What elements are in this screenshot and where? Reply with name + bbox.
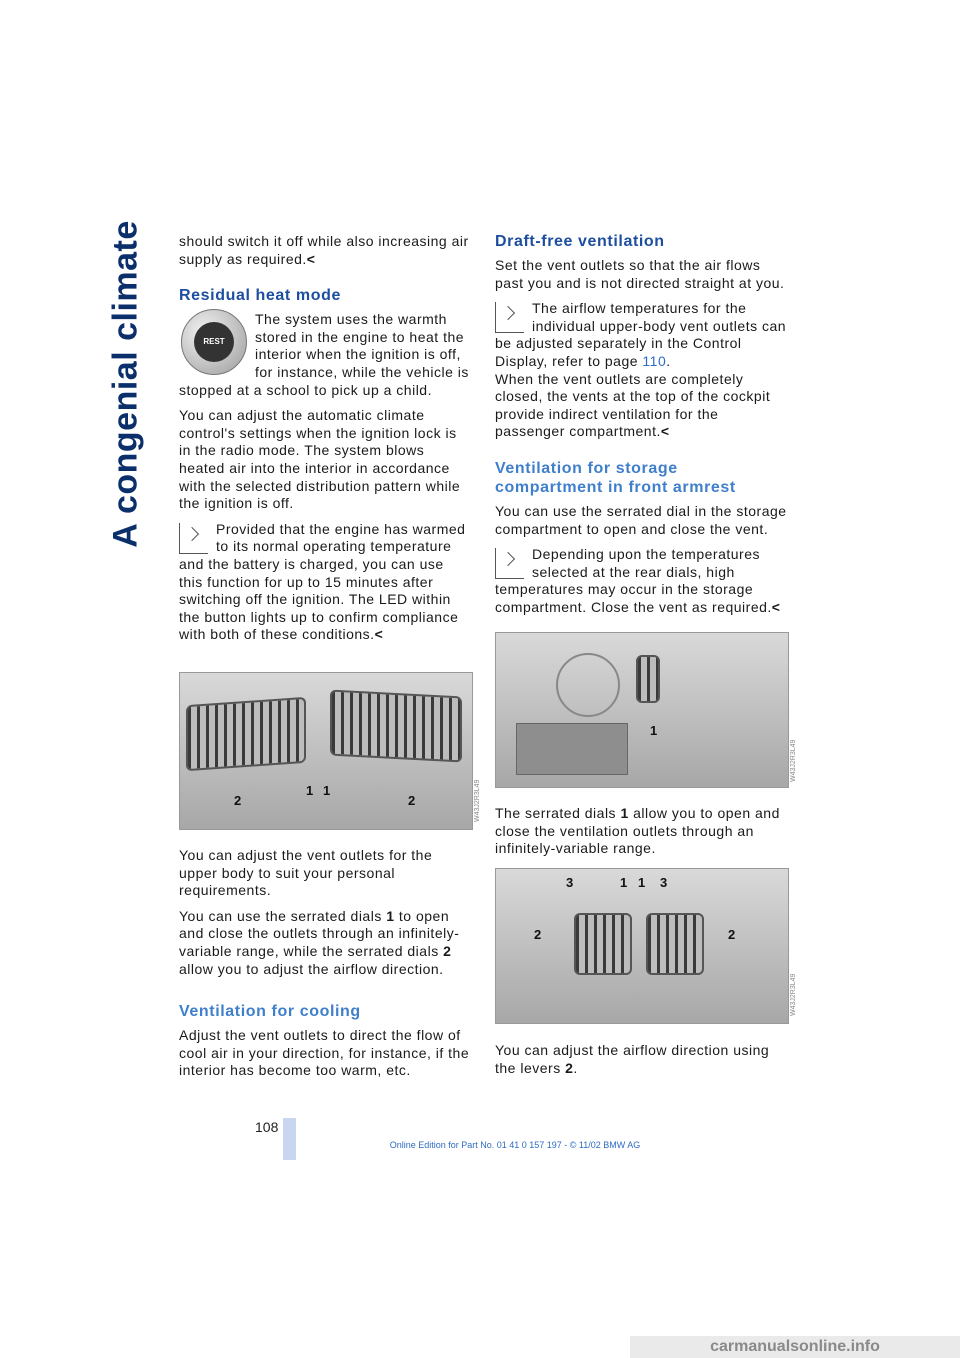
draft-note: The airflow temperatures for the individual upper-body vent outlets can be adjusted separately in the Control Display, refer to page 110. xyxy=(495,300,787,369)
note-icon xyxy=(495,302,524,333)
left-column xyxy=(179,233,471,695)
draft-p1: Set the vent outlets so that the air flows past you and is not directed straight at you. xyxy=(495,257,785,291)
rear-ventilation-photo-1 xyxy=(495,632,789,788)
rear-p1: The serrated dials 1 allow you to open and close the ventilation outlets through an infinitely-variable range. xyxy=(495,805,780,857)
b-pillar-vent xyxy=(636,655,660,703)
callout-1-left: 1 xyxy=(306,783,314,798)
cooling-p1: Adjust the vent outlets to direct the flow of cool air in your direction, for instance, if the interior has become too warm, etc. xyxy=(179,1027,470,1079)
residual-heat-heading: Residual heat mode xyxy=(179,287,341,305)
right-column xyxy=(495,232,787,656)
page-link[interactable]: 110 xyxy=(642,352,667,369)
right-vent xyxy=(330,690,462,763)
rear-photo1-code: W43J2R3L49 xyxy=(790,739,797,782)
rear-ventilation-photo-2 xyxy=(495,868,789,1024)
front-photo-code: W43J2R3L49 xyxy=(474,779,481,822)
callout-2-right: 2 xyxy=(408,793,416,808)
rest-button-image xyxy=(181,309,247,375)
front-p1: You can adjust the vent outlets for the upper body to suit your personal requirements. xyxy=(179,847,433,899)
rear-vent-left xyxy=(574,913,632,975)
callout-2-right: 2 xyxy=(728,927,736,942)
intro-paragraph: should switch it off while also increasing air supply as required.< xyxy=(179,233,469,267)
rear-p2: You can adjust the airflow direction using the levers 2. xyxy=(495,1042,770,1076)
residual-p2: You can adjust the automatic climate control's settings when the ignition lock is in the radio mode. The system blows heated air into the interior in accordance with the selected distribution pattern while the ignition is off. xyxy=(179,407,461,512)
front-ventilation-photo xyxy=(179,672,473,830)
rear-photo2-code: W43J2R3L49 xyxy=(790,973,797,1016)
callout-1-right: 1 xyxy=(323,783,331,798)
rear-vent-right xyxy=(646,913,704,975)
callout-1-left: 1 xyxy=(620,875,628,890)
chapter-title: A congenial climate xyxy=(106,220,145,548)
callout-2-left: 2 xyxy=(234,793,242,808)
storage-p1: You can use the serrated dial in the storage compartment to open and close the vent. xyxy=(495,502,787,537)
storage-heading: Ventilation for storage compartment in front armrest xyxy=(495,459,736,496)
front-p2: You can use the serrated dials 1 to open and close the outlets through an infinitely-variable range, while the serrated dials 2 allow you to adjust the airflow direction. xyxy=(179,907,460,977)
residual-p1: The system uses the warmth stored in the engine to heat the interior when the ignition is off, for instance, while the vehicle is stopped at a school to pick up a child. xyxy=(179,311,469,398)
callout-3-left: 3 xyxy=(566,875,574,890)
page-bar xyxy=(283,1118,296,1160)
storage-note: Depending upon the temperatures selected at the rear dials, high temperatures may occur in the storage compartment. Close the vent as required.< xyxy=(495,546,781,615)
rear-text-2 xyxy=(495,1042,787,1085)
rest-label: REST xyxy=(194,322,234,362)
draft-p2: When the vent outlets are completely closed, the vents at the top of the cockpit provide indirect ventilation for the passenger compartment.< xyxy=(495,370,771,440)
cooling-heading: Ventilation for cooling xyxy=(179,1003,361,1021)
door-panel xyxy=(516,723,628,775)
watermark: carmanualsonline.info xyxy=(630,1336,960,1358)
rear-text-1 xyxy=(495,805,787,866)
speaker-grille xyxy=(556,653,620,717)
left-column-lower xyxy=(179,847,471,1088)
note-icon xyxy=(495,548,524,579)
page-number: 108 xyxy=(255,1119,279,1135)
callout-1: 1 xyxy=(650,723,658,738)
footer-text: Online Edition for Part No. 01 41 0 157 197 - © 11/02 BMW AG xyxy=(389,1140,641,1150)
draft-free-heading: Draft-free ventilation xyxy=(495,233,665,250)
callout-1-right: 1 xyxy=(638,875,646,890)
residual-note: Provided that the engine has warmed to its normal operating temperature and the battery is charged, you can use this function for up to 15 minutes after switching off the ignition. The LED within the button lights up to confirm compliance with both of these conditions.< xyxy=(179,520,466,643)
callout-3-right: 3 xyxy=(660,875,668,890)
note-icon xyxy=(179,523,208,554)
callout-2-left: 2 xyxy=(534,927,542,942)
left-vent xyxy=(186,697,306,771)
